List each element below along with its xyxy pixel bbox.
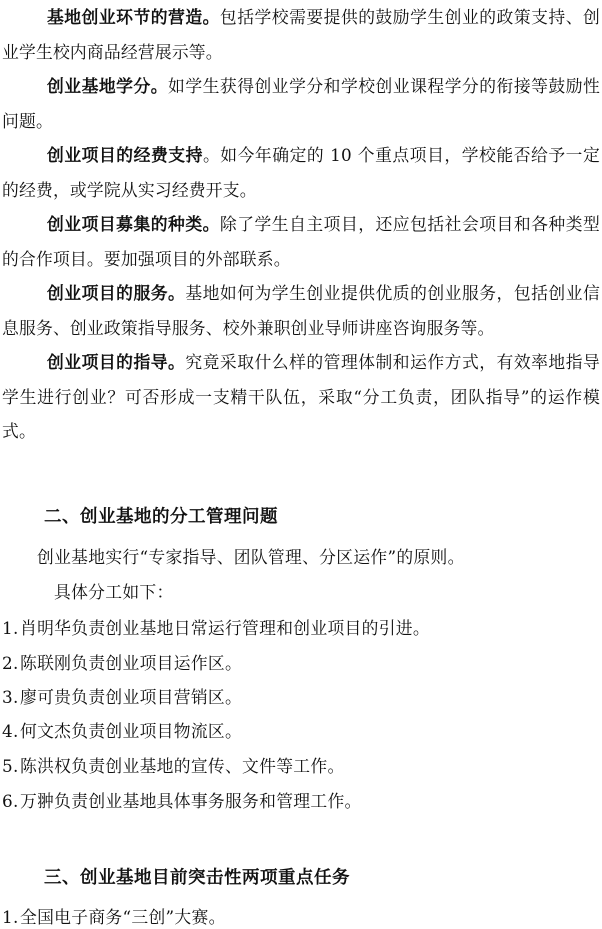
list-number: 2. (2, 653, 19, 673)
paragraph-lead: 基地创业环节的营造。 (47, 7, 220, 27)
list-text: 陈联刚负责创业项目运作区。 (20, 653, 243, 673)
paragraph-lead: 创业基地学分。 (47, 76, 169, 96)
list-text: 陈洪权负责创业基地的宣传、文件等工作。 (20, 756, 345, 776)
paragraph-lead: 创业项目的服务。 (47, 283, 186, 303)
paragraph-text: 如学生获得创业学分和学校创业课程学分的衔接等鼓励性问题。 (2, 76, 600, 131)
list-number: 4. (2, 721, 19, 741)
paragraph-text: 基地如何为学生创业提供优质的创业服务，包括创业信息服务、创业政策指导服务、校外兼职创业导师讲座咨询服务等。 (2, 283, 600, 338)
paragraph-text: 究竟采取什么样的管理体制和运作方式，有效率地指导学生进行创业？可否形成一支精干队伍，采取“分工负责，团队指导”的运作模式。 (2, 352, 600, 441)
list-item (2, 615, 430, 639)
paragraph-funding (2, 138, 600, 207)
paragraph-lead: 创业项目的经费支持 (47, 145, 203, 165)
list-number: 3. (2, 687, 19, 707)
list-item (2, 904, 226, 928)
list-number: 5. (2, 756, 19, 776)
paragraph-guidance (2, 345, 600, 449)
paragraph-credits (2, 69, 600, 138)
paragraph-text: 包括学校需要提供的鼓励学生创业的政策支持、创业学生校内商品经营展示等。 (2, 7, 600, 62)
list-text: 全国电子商务“三创”大赛。 (20, 907, 226, 927)
paragraph-lead: 创业项目的指导。 (47, 352, 186, 372)
paragraph-text: 。如今年确定的 10 个重点项目，学校能否给予一定的经费，或学院从实习经费开支。 (2, 145, 600, 200)
paragraph-lead: 创业项目募集的种类。 (47, 214, 220, 234)
list-item (2, 684, 242, 708)
paragraph-project-types (2, 207, 600, 276)
paragraph-services (2, 276, 600, 345)
list-number: 1. (2, 618, 19, 638)
list-item (2, 718, 242, 742)
list-text: 肖明华负责创业基地日常运行管理和创业项目的引进。 (20, 618, 430, 638)
principle-text: 创业基地实行“专家指导、团队管理、分区运作”的原则。 (37, 547, 465, 567)
paragraph-text: 除了学生自主项目，还应包括社会项目和各种类型的合作项目。要加强项目的外部联系。 (2, 214, 600, 269)
list-item (2, 650, 242, 674)
list-item (2, 788, 362, 812)
list-item (2, 753, 345, 777)
paragraph-environment (2, 0, 600, 69)
division-intro: 具体分工如下： (54, 582, 174, 602)
list-text: 何文杰负责创业项目物流区。 (20, 721, 243, 741)
list-number: 1. (2, 907, 19, 927)
section-heading-division: 二、创业基地的分工管理问题 (44, 507, 278, 527)
list-number: 6. (2, 791, 19, 811)
list-text: 廖可贵负责创业项目营销区。 (20, 687, 243, 707)
list-text: 万翀负责创业基地具体事务服务和管理工作。 (20, 791, 362, 811)
section-heading-tasks: 三、创业基地目前突击性两项重点任务 (44, 868, 350, 888)
